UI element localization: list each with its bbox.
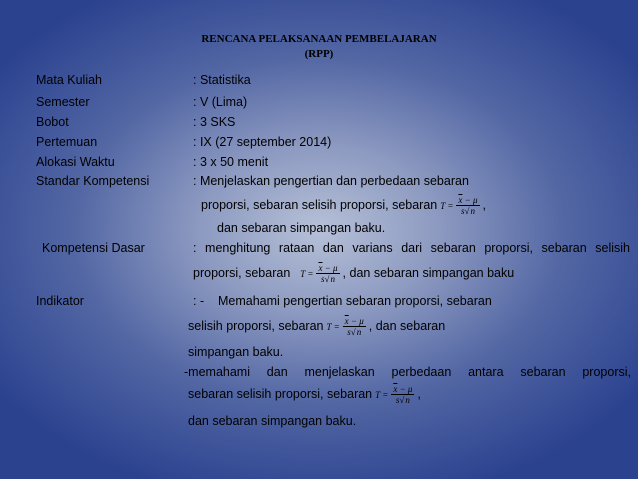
label-mata-kuliah: Mata Kuliah	[36, 73, 103, 87]
value-semester: : V (Lima)	[193, 95, 248, 109]
value-mata-kuliah: : Statistika	[193, 73, 251, 87]
value-indikator: : - Memahami pengertian sebaran proporsi, sebaran	[193, 294, 492, 308]
formula-t-statistic: T = $\frac{\overline{x} - \mu}{s√n}$	[375, 384, 413, 405]
value-bobot: : 3 SKS	[193, 115, 236, 129]
standar-kompetensi-line2: proporsi, sebaran selisih proporsi, sebaran T = $\frac{\overline{x} - \mu}{s√n}$ ,	[201, 195, 486, 216]
document-subtitle: (RPP)	[304, 48, 334, 60]
value-kompetensi-dasar: : menghitung rataan dan varians dari sebaran proporsi, sebaran selisih	[193, 241, 630, 255]
formula-t-statistic: T = $\frac{\overline{x} - \mu}{s√n}$	[326, 316, 364, 337]
kompetensi-dasar-line2: proporsi, sebaran T = $\frac{\overline{x} - \mu}{s√n}$ , dan sebaran simpangan baku	[193, 263, 515, 284]
formula-t-statistic: T = $\frac{\overline{x} - \mu}{s√n}$	[440, 195, 478, 216]
label-alokasi-waktu: Alokasi Waktu	[36, 155, 115, 169]
indikator-line6: dan sebaran simpangan baku.	[188, 414, 357, 428]
value-alokasi-waktu: : 3 x 50 menit	[193, 155, 269, 169]
label-standar-kompetensi: Standar Kompetensi	[36, 174, 150, 188]
label-bobot: Bobot	[36, 115, 69, 129]
value-pertemuan: : IX (27 september 2014)	[193, 135, 332, 149]
indikator-line4: -memahami dan menjelaskan perbedaan antara sebaran proporsi,	[184, 365, 631, 379]
indikator-line2: selisih proporsi, sebaran T = $\frac{\overline{x} - \mu}{s√n}$ , dan sebaran	[188, 316, 446, 337]
indikator-line5: sebaran selisih proporsi, sebaran T = $\frac{\overline{x} - \mu}{s√n}$ ,	[188, 384, 421, 405]
label-kompetensi-dasar: Kompetensi Dasar	[42, 241, 145, 255]
indikator-line3: simpangan baku.	[188, 345, 284, 359]
standar-kompetensi-line3: dan sebaran simpangan baku.	[217, 221, 386, 235]
formula-t-statistic: T = $\frac{\overline{x} - \mu}{s√n}$	[300, 263, 338, 284]
label-pertemuan: Pertemuan	[36, 135, 98, 149]
label-semester: Semester	[36, 95, 90, 109]
standar-kompetensi-text: proporsi, sebaran selisih proporsi, sebaran	[201, 197, 438, 212]
label-indikator: Indikator	[36, 294, 84, 308]
value-standar-kompetensi: : Menjelaskan pengertian dan perbedaan sebaran	[193, 174, 469, 188]
document-title: RENCANA PELAKSANAAN PEMBELAJARAN	[201, 33, 437, 45]
